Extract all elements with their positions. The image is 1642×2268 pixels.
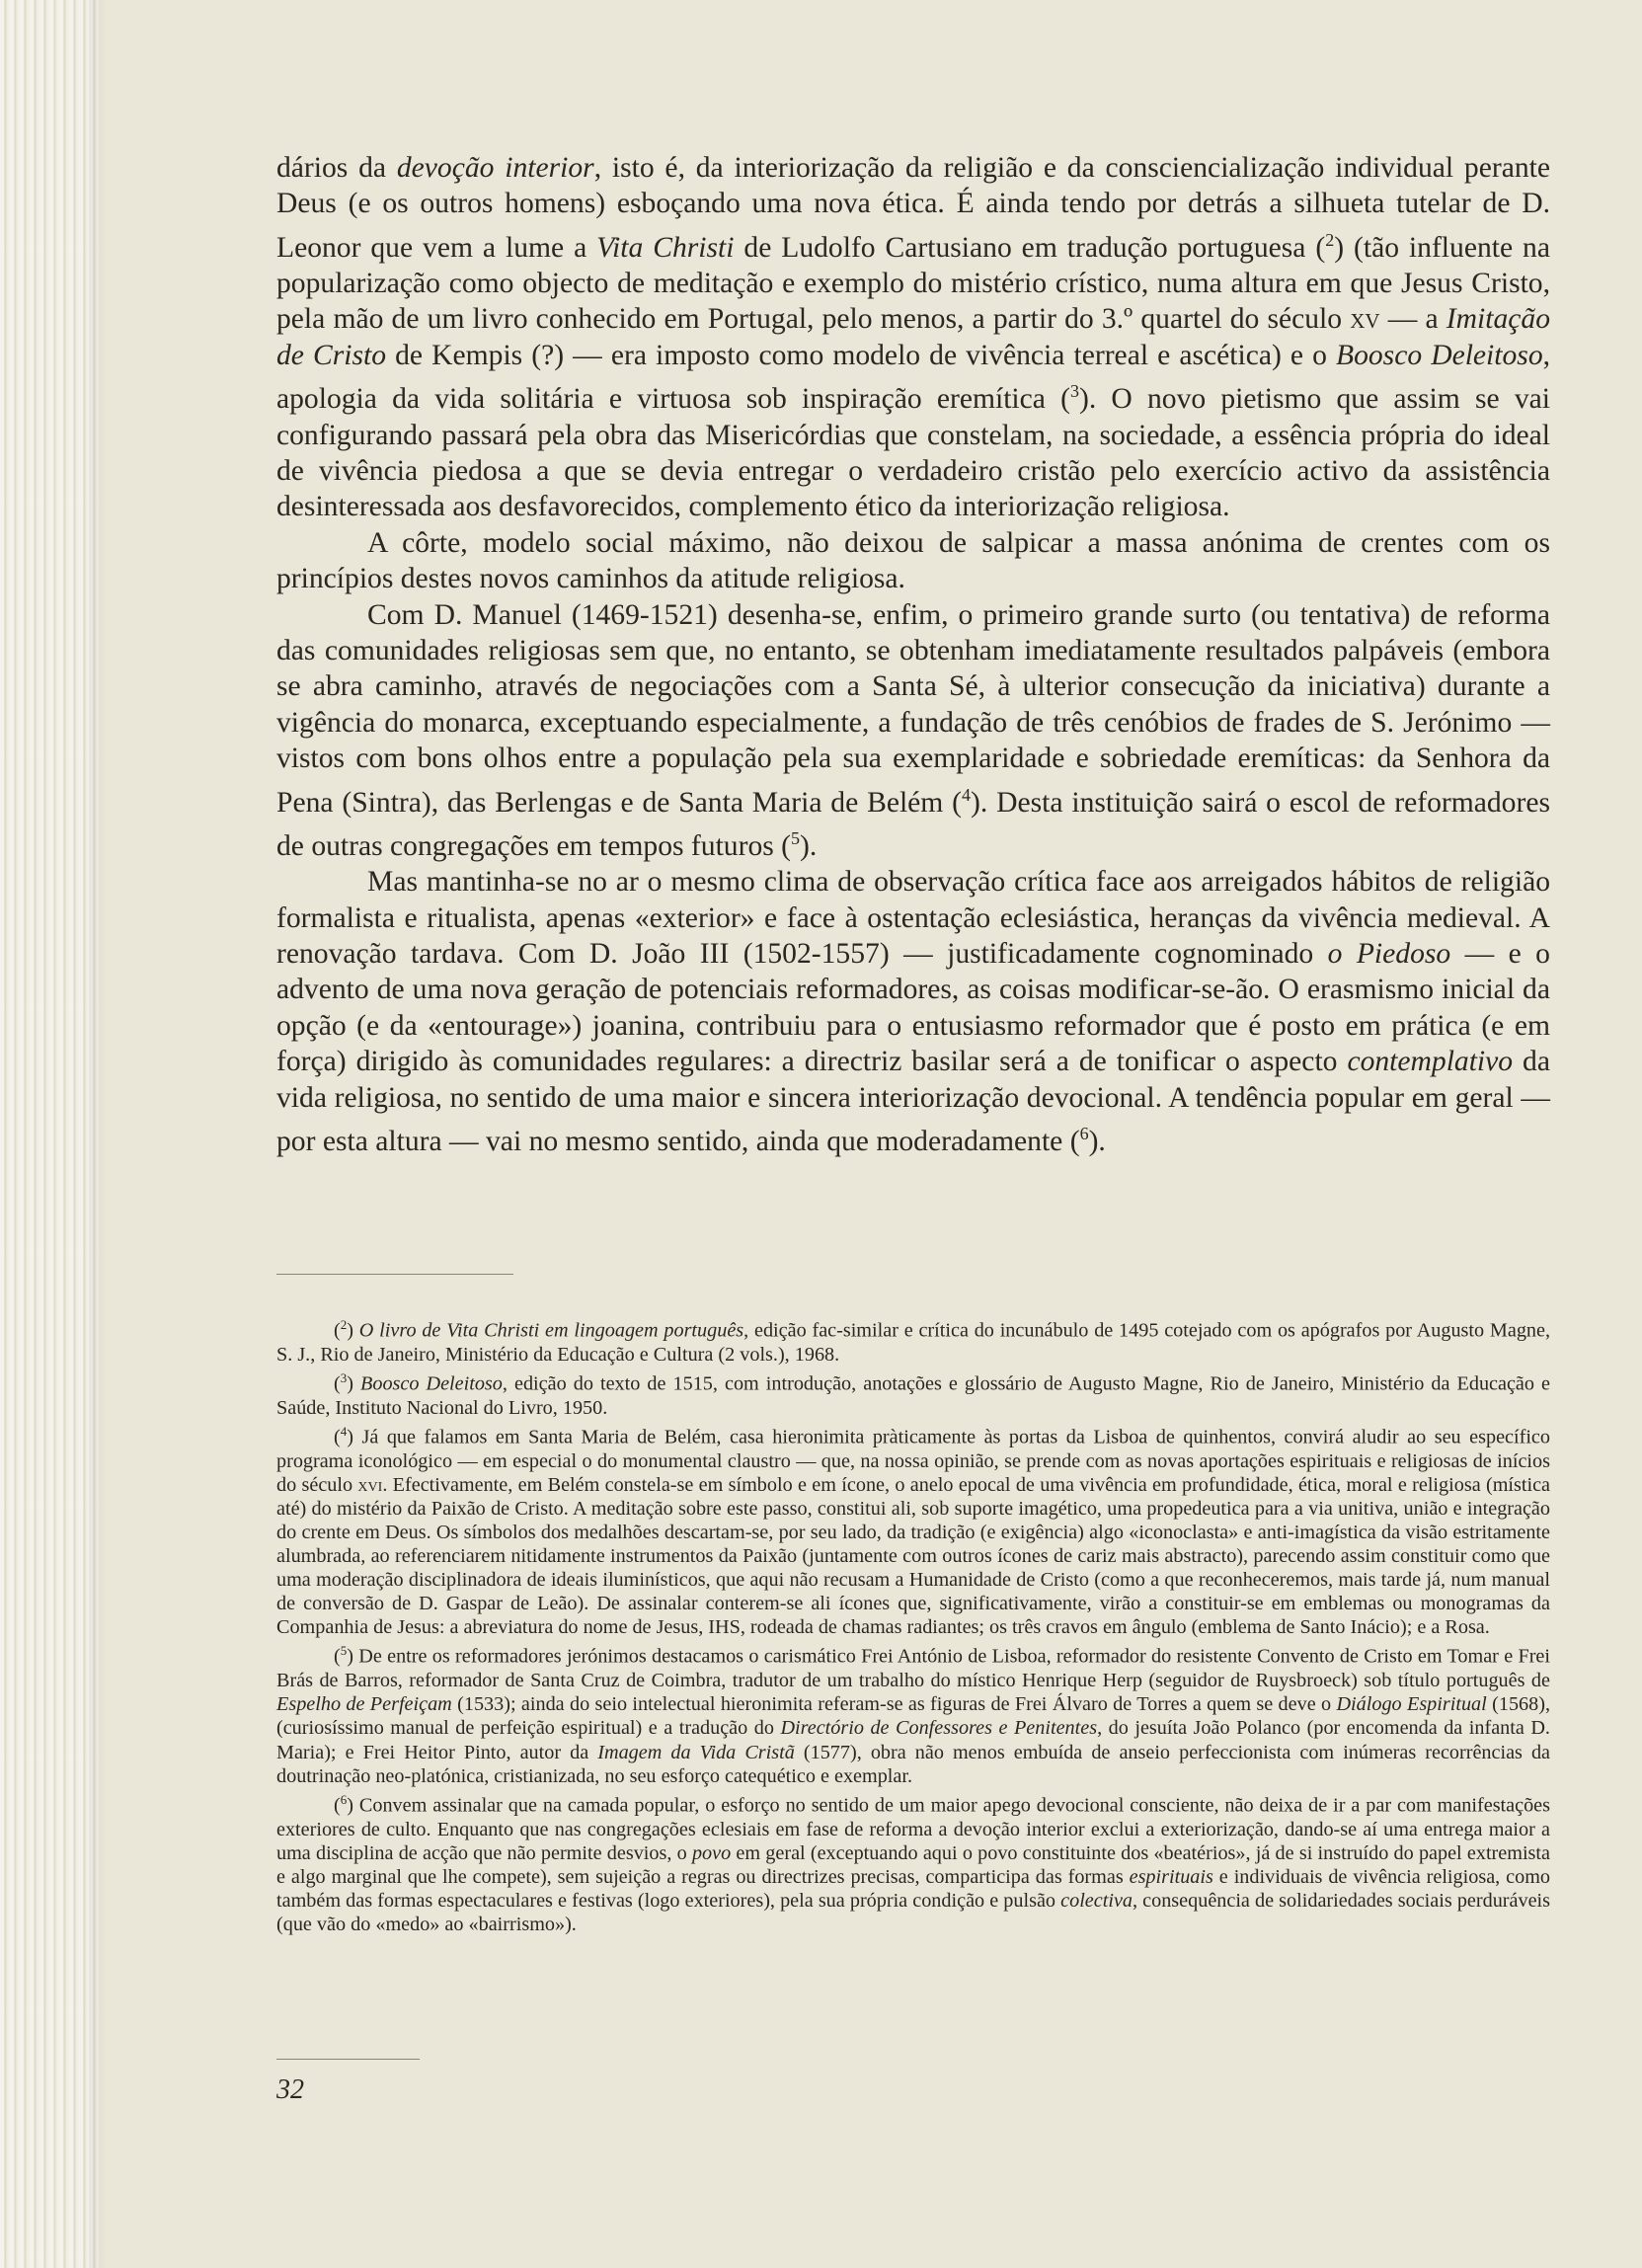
- footnote-ref: 6: [1079, 1124, 1089, 1143]
- footnote-ref: 4: [962, 784, 972, 805]
- paragraph-3: Com D. Manuel (1469-1521) desenha-se, enfim, o primeiro grande surto (ou tentativa) de reforma das comunidades religiosas sem que, no entanto, se obtenham imediatamente resultados palpáveis (embora se abra caminho, através de negociações com a Santa Sé, à ulterior consecução da iniciativa) durante a vigência do monarca, exceptuando especialmente, a fundação de três cenóbios de frades de S. Jerónimo — vistos com bons olhos entre a população pela sua exemplaridade e sobriedade eremíticas: da Senhora da Pena (Sintra), das Berlengas e de Santa Maria de Belém ($^4$). Desta instituição sairá o escol de reformadores de outras congregações em tempos futuros ($^5$).: [276, 598, 1550, 862]
- footnote-4: ($^4$) Já que falamos em Santa Maria de Belém, casa hieronimita pràticamente às portas da Lisboa de quinhentos, convirá aludir ao seu específico programa iconológico — em especial o do monumental claustro — que, na nossa opinião, se prende com as novas aportações espirituais e religiosas de inícios do século xvi. Efectivamente, em Belém constela-se em símbolo e em ícone, o anelo epocal de uma vivência em profundidade, ética, moral e religiosa (mística até) do mistério da Paixão de Cristo. A meditação sobre este passo, constitui ali, sob suporte imagético, uma propedeutica para a via unitiva, união e integração do crente em Deus. Os símbolos dos medalhões descartam-se, por seu lado, da tradição (e exigência) algo «iconoclasta» e anti-imagística da visão estritamente alumbrada, ao referenciarem nitidamente instrumentos da Paixão (juntamente com outros ícones de cariz mais abstracto), parecendo assim constituir como que uma moderação disciplinadora de ideais iluminísticos, que aqui não recusam a Humanidade de Cristo (como a que reconheceremos, mais tarde já, num manual de conversão de D. Gaspar de Leão). De assinalar conterem-se ali ícones que, significativamente, virão a constituir-se em emblemas ou monogramas da Companhia de Jesus: a abreviatura do nome de Jesus, IHS, rodeada de chamas radiantes; os três cravos em ângulo (emblema de Santo Inácio); e a Rosa.: [276, 1423, 1551, 1639]
- footnote-5: ($^5$) De entre os reformadores jerónimos destacamos o carismático Frei António de Lisboa, reformador do resistente Convento de Cristo em Tomar e Frei Brás de Barros, reformador de Santa Cruz de Coimbra, tradutor de um trabalho do místico Henrique Herp (seguidor de Ruysbroeck) sob título português de Espelho de Perfeiçam (1533); ainda do seio intelectual hieronimita referam-se as figuras de Frei Álvaro de Torres a quem se deve o Diálogo Espiritual (1568), (curiosíssimo manual de perfeição espiritual) e a tradução do Directório de Confessores e Penitentes, do jesuíta João Polanco (por encomenda da infanta D. Maria); e Frei Heitor Pinto, autor da Imagem da Vida Cristã (1577), obra não menos embuída de anseio perfeccionista com inúmeras recorrências da doutrinação neo-platónica, cristianizada, no seu esforço catequético e exemplar.: [276, 1643, 1551, 1787]
- footnote-3: ($^3$) Boosco Deleitoso, edição do texto de 1515, com introdução, anotações e glossário de Augusto Magne, Rio de Janeiro, Ministério da Educação e Saúde, Instituto Nacional do Livro, 1950.: [276, 1369, 1550, 1419]
- body-text: [276, 150, 1550, 1159]
- page-number: 32: [276, 2074, 304, 2105]
- footnote-6: ($^6$) Convem assinalar que na camada popular, o esforço no sentido de um maior apego devocional consciente, não deixa de ir a par com manifestações exteriores de culto. Enquanto que nas congregações eclesiais em fase de reforma a devoção interior exclui a exteriorização, dando-se aí uma entrega maior a uma disciplina de acção que não permite desvios, o povo em geral (exceptuando aqui o povo constituinte dos «beatérios», já de si instruído do papel extremista e algo marginal que lhe compete), sem sujeição a regras ou directrizes precisas, comparticipa das formas espirituais e individuais de vivência religiosa, como também das formas espectaculares e festivas (logo exteriores), pela sua própria condição e pulsão colectiva, consequência de solidariedades sociais perduráveis (que vão do «medo» ao «bairrismo»).: [276, 1791, 1551, 1935]
- footnote-ref: 5: [791, 827, 801, 848]
- footnotes: [276, 1313, 1550, 1936]
- footnote-ref: 2: [1325, 229, 1335, 250]
- page-number-divider: [276, 2059, 420, 2060]
- footnote-2: ($^2$) O livro de Vita Christi em lingoagem português, edição fac-similar e crítica do incunábulo de 1495 cotejado com os apógrafos por Augusto Magne, S. J., Rio de Janeiro, Ministério da Educação e Cultura (2 vols.), 1968.: [276, 1317, 1551, 1366]
- footnote-ref: 3: [1069, 381, 1079, 402]
- paragraph-2: A côrte, modelo social máximo, não deixou de salpicar a massa anónima de crentes com os princípios destes novos caminhos da atitude religiosa.: [276, 526, 1550, 595]
- paragraph-1: dários da devoção interior, isto é, da interiorização da religião e da consciencialização individual perante Deus (e os outros homens) esboçando uma nova ética. É ainda tendo por detrás a silhueta tutelar de D. Leonor que vem a lume a Vita Christi de Ludolfo Cartusiano em tradução portuguesa ($^2$) (tão influente na popularização como objecto de meditação e exemplo do mistério crístico, numa altura em que Jesus Cristo, pela mão de um livro conhecido em Portugal, pelo menos, a partir do 3.º quartel do século xv — a Imitação de Cristo de Kempis (?) — era imposto como modelo de vivência terreal e ascética) e o Boosco Deleitoso, apologia da vida solitária e virtuosa sob inspiração eremítica ($^3$). O novo pietismo que assim se vai configurando passará pela obra das Misericórdias que constelam, na sociedade, a essência própria do ideal de vivência piedosa a que se devia entregar o verdadeiro cristão pelo exercício activo da assistência desinteressada aos desfavorecidos, complemento ético da interiorização religiosa.: [276, 152, 1551, 523]
- footnote-divider: [276, 1274, 513, 1275]
- book-page-edges: [0, 0, 99, 2268]
- paragraph-4: Mas mantinha-se no ar o mesmo clima de observação crítica face aos arreigados hábitos de religião formalista e ritualista, apenas «exterior» e face à ostentação eclesiástica, heranças da vivência medieval. A renovação tardava. Com D. João III (1502-1557) — justificadamente cognominado o Piedoso — e o advento de uma nova geração de potenciais reformadores, as coisas modificar-se-ão. O erasmismo inicial da opção (e da «entourage») joanina, contribuiu para o entusiasmo reformador que é posto em prática (e em força) dirigido às comunidades regulares: a directriz basilar será a de tonificar o aspecto contemplativo da vida religiosa, no sentido de uma maior e sincera interiorização devocional. A tendência popular em geral — por esta altura — vai no mesmo sentido, ainda que moderadamente ($^6$).: [276, 866, 1550, 1157]
